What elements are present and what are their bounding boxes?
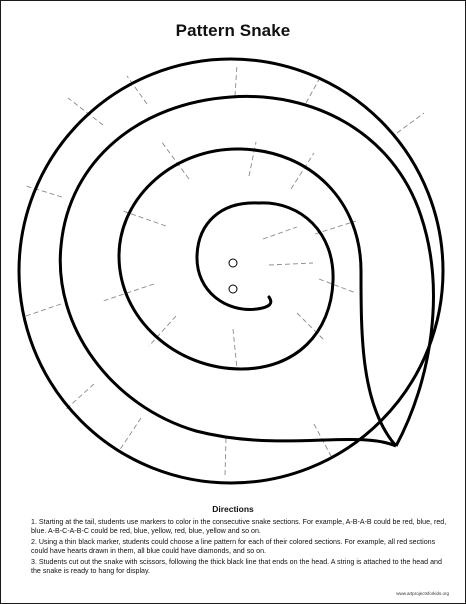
directions-heading: Directions [212,504,254,514]
divider-line [397,113,424,133]
direction-step: 3. Students cut out the snake with scissors, following the thick black line that ends on the head. A string is attached to the head and the snake is ready to hang for display. [31,558,442,575]
divider-line [263,227,297,239]
snake-spiral-drawing [1,1,465,501]
divider-line [68,98,103,125]
directions-list [31,518,449,579]
divider-line [297,313,323,339]
section-dividers [26,65,424,476]
snake-inner-spiral-line [119,149,396,446]
divider-line [119,418,141,451]
snake-eye-icon [229,259,237,267]
footer-credit: www.artprojectsforkids.org [396,591,449,596]
direction-step: 1. Starting at the tail, students use markers to color in the consecutive snake sections. For example, A-B-A-B could be red, blue, red, blue. A-B-C-A-B-C could be red, blue, yellow, red, blue, yellow and so on. [31,518,447,535]
direction-step: 2. Using a thin black marker, students could choose a line pattern for each of their colored sections. For example, all red sections could have hearts drawn in them, all blue could have diamonds, and so on. [31,538,436,555]
divider-line [235,65,237,96]
divider-line [225,438,226,476]
divider-line [306,76,321,103]
divider-line [249,142,256,176]
divider-line [269,263,313,265]
divider-line [26,304,61,316]
snake-eye-icon [229,285,237,293]
divider-line [319,279,356,293]
page-title: Pattern Snake [175,21,291,40]
divider-line [233,329,237,369]
snake-head-outline [197,203,271,310]
